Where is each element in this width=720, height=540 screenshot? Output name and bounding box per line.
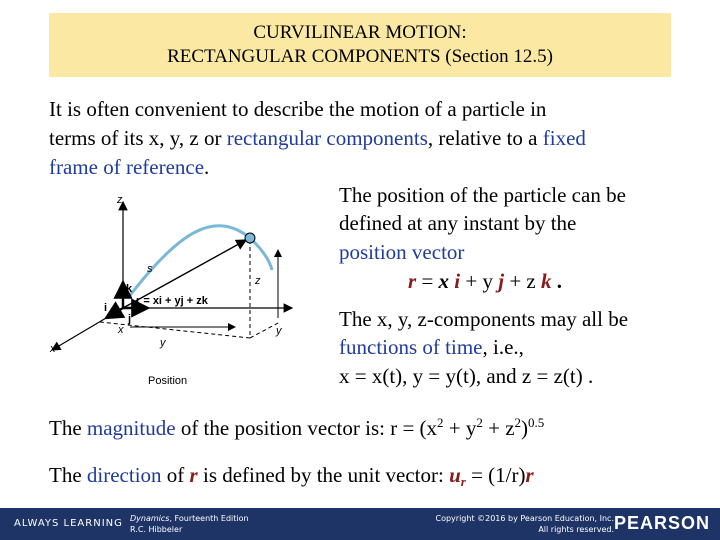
- frame-of-reference-term: frame of reference: [49, 155, 205, 179]
- footer-brand: ALWAYS LEARNING: [14, 518, 123, 529]
- label-r-equation: r = xi + yj + zk: [136, 295, 208, 307]
- eq-end: .: [551, 269, 562, 293]
- direction-text: = (1/r): [465, 463, 526, 487]
- magnitude-text: of the position vector is: r = (x: [175, 416, 438, 440]
- exponent: 2: [476, 415, 483, 430]
- footer-rights: All rights reserved.: [538, 525, 614, 534]
- title-line-2: RECTANGULAR COMPONENTS (Section 12.5): [167, 46, 553, 67]
- unit-vector-u: u: [449, 463, 461, 487]
- book-edition: , Fourteenth Edition: [169, 514, 249, 523]
- direction-term: direction: [86, 463, 162, 487]
- direction-text: is defined by the unit vector:: [197, 463, 450, 487]
- figure-caption: Position: [148, 375, 188, 387]
- eq-x: x: [438, 269, 455, 293]
- magnitude-text: ): [521, 416, 529, 440]
- position-vector-term: position vector: [339, 240, 465, 264]
- exponent: 0.5: [528, 415, 545, 430]
- label-y: y: [160, 337, 166, 349]
- label-y-right: y: [276, 325, 282, 337]
- publisher-logo: PEARSON: [613, 513, 710, 533]
- unit-vector-subscript: r: [460, 474, 466, 489]
- eq-r: r: [408, 269, 417, 293]
- eq-text: + z: [504, 269, 541, 293]
- functions-of-time-term: functions of time: [339, 335, 483, 359]
- components-text-line-2: [339, 333, 524, 361]
- exponent: 2: [514, 415, 522, 430]
- eq-i: i: [454, 269, 461, 293]
- fixed-term: fixed: [542, 126, 586, 150]
- intro-line-2: [49, 124, 586, 152]
- vector-r: r: [189, 463, 198, 487]
- direction-line: [49, 461, 534, 489]
- magnitude-text: The: [49, 416, 87, 440]
- intro-text: , relative to a: [427, 126, 543, 150]
- components-text-line-3: x = x(t), y = y(t), and z = z(t) .: [339, 364, 594, 388]
- position-figure: [40, 190, 335, 395]
- direction-text: The: [49, 463, 87, 487]
- components-text: , i.e.,: [482, 335, 524, 359]
- label-x-left: x: [50, 343, 56, 355]
- label-j: j: [128, 313, 132, 325]
- eq-text: + y: [460, 269, 499, 293]
- intro-text: terms of its x, y, z or: [49, 126, 227, 150]
- position-text-line-2: defined at any instant by the: [339, 211, 577, 235]
- position-vector-equation: [408, 267, 562, 295]
- exponent: 2: [437, 415, 444, 430]
- magnitude-term: magnitude: [86, 416, 176, 440]
- intro-line-3: [49, 153, 209, 181]
- book-title: Dynamics: [130, 514, 170, 523]
- magnitude-text: + y: [443, 416, 477, 440]
- magnitude-line: [49, 414, 544, 442]
- intro-text: .: [204, 155, 210, 179]
- intro-line-1: It is often convenient to describe the motion of a particle in: [49, 97, 547, 121]
- particle-point: [245, 233, 255, 243]
- label-s: s: [147, 263, 153, 275]
- label-x-mid: x: [118, 324, 124, 336]
- eq-text: =: [416, 269, 439, 293]
- rectangular-components-term: rectangular components: [226, 126, 428, 150]
- title-line-1: CURVILINEAR MOTION:: [253, 22, 467, 43]
- position-text-line-1: The position of the particle can be: [339, 183, 626, 207]
- label-z-right: z: [255, 275, 261, 287]
- footer-book: [130, 514, 249, 523]
- magnitude-text: + z: [482, 416, 515, 440]
- footer-author: R.C. Hibbeler: [130, 525, 183, 534]
- footer-copyright: Copyright ©2016 by Pearson Education, Inc.: [435, 514, 614, 523]
- footer-bar: [0, 508, 720, 540]
- label-k: k: [126, 283, 133, 295]
- eq-k: k: [540, 269, 552, 293]
- slide-title: [49, 13, 671, 77]
- label-i: i: [104, 302, 108, 314]
- direction-text: of: [161, 463, 190, 487]
- eq-j: j: [498, 269, 505, 293]
- label-z-top: z: [117, 194, 123, 206]
- components-text-line-1: The x, y, z-components may all be: [339, 307, 629, 331]
- vector-r: r: [525, 463, 534, 487]
- unit-vector-i: [106, 308, 123, 318]
